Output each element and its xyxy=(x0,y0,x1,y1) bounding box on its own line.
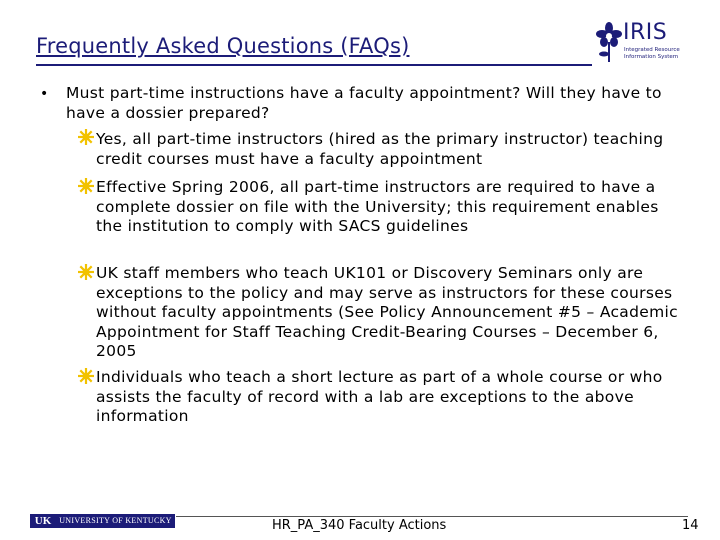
footer-course-title: HR_PA_340 Faculty Actions xyxy=(272,518,447,533)
bullet-icon: • xyxy=(40,86,49,102)
iris-logo xyxy=(594,18,694,70)
logo-name: IRIS xyxy=(623,20,668,45)
answer-2: Effective Spring 2006, all part-time instructors are required to have a complete dossier on file with the University; this requirement enables the institution to comply with SACS guidelines xyxy=(96,178,659,235)
footer-university-logo xyxy=(30,514,175,528)
uk-mark: UK xyxy=(30,514,56,528)
star-icon xyxy=(77,177,95,195)
star-icon xyxy=(77,263,95,281)
slide-title: Frequently Asked Questions (FAQs) xyxy=(36,34,410,58)
answer-4: Individuals who teach a short lecture as part of a whole course or who assists the faculty of record with a lab are exceptions to the above information xyxy=(96,368,663,425)
logo-subtitle: Integrated Resource Information System xyxy=(624,47,680,60)
star-icon xyxy=(77,128,95,146)
title-underline xyxy=(36,64,592,66)
footer-rule xyxy=(176,516,688,517)
star-icon xyxy=(77,367,95,385)
university-name: UNIVERSITY OF KENTUCKY xyxy=(56,514,175,528)
page-number: 14 xyxy=(682,518,699,533)
faq-question: Must part-time instructions have a faculty appointment? Will they have to have a dossier prepared? xyxy=(66,84,662,122)
flower-icon xyxy=(594,20,624,66)
answer-3: UK staff members who teach UK101 or Discovery Seminars only are exceptions to the policy and may serve as instructors for these courses without faculty appointments (See Policy Announcement #5 – Academic Appointment for Staff Teaching Credit-Bearing Courses – December 6, 2005 xyxy=(96,264,678,360)
answer-1: Yes, all part-time instructors (hired as the primary instructor) teaching credit courses must have a faculty appointment xyxy=(96,130,664,168)
